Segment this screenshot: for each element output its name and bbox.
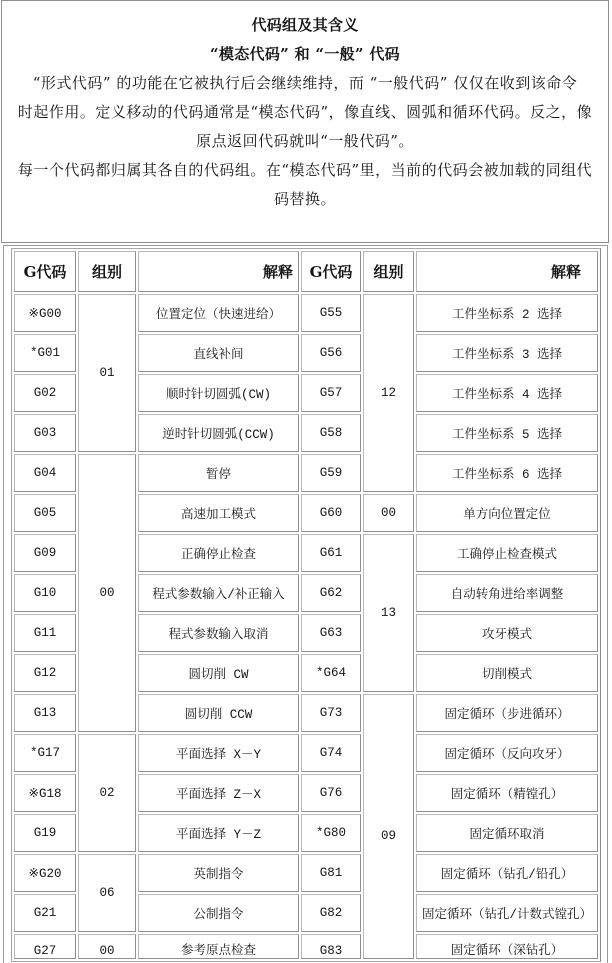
left-group-cell: 00 bbox=[78, 454, 136, 732]
right-group-cell: 00 bbox=[363, 494, 414, 532]
paragraph-line: 码替换。 bbox=[273, 190, 336, 208]
table-body bbox=[14, 294, 598, 959]
description-cell: 固定循环（反向攻牙） bbox=[416, 734, 598, 772]
description-cell: 高速加工模式 bbox=[138, 494, 299, 532]
g-code-cell: G76 bbox=[301, 774, 361, 812]
description-cell: 固定循环取消 bbox=[416, 814, 598, 852]
g-code-cell: *G80 bbox=[301, 814, 361, 852]
description-cell: 平面选择 Z－X bbox=[138, 774, 299, 812]
code-row bbox=[14, 854, 598, 892]
g-code-cell: G04 bbox=[14, 454, 76, 492]
description-cell: 程式参数输入取消 bbox=[138, 614, 299, 652]
description-cell: 工件坐标系 3 选择 bbox=[416, 334, 598, 372]
header-g-code: G代码 bbox=[14, 251, 76, 292]
description-cell: 公制指令 bbox=[138, 894, 299, 932]
description-cell: 圆切削 CCW bbox=[138, 694, 299, 732]
description-cell: 程式参数输入/补正输入 bbox=[138, 574, 299, 612]
paragraph-line: 原点返回代码就叫“一般代码”。 bbox=[196, 132, 414, 150]
description-cell: 固定循环（精镗孔） bbox=[416, 774, 598, 812]
description-cell: 工件坐标系 6 选择 bbox=[416, 454, 598, 492]
header-row bbox=[14, 251, 598, 292]
g-code-cell: G05 bbox=[14, 494, 76, 532]
g-code-cell: G74 bbox=[301, 734, 361, 772]
g-code-cell: G82 bbox=[301, 894, 361, 932]
description-cell: 固定循环（钻孔/铅孔） bbox=[416, 854, 598, 892]
g-code-cell: G11 bbox=[14, 614, 76, 652]
paragraph-line: 时起作用。定义移动的代码通常是“模态代码”，像直线、圆弧和循环代码。反之，像 bbox=[17, 103, 593, 121]
g-code-cell: G61 bbox=[301, 534, 361, 572]
description-cell: 单方向位置定位 bbox=[416, 494, 598, 532]
g-code-cell: G02 bbox=[14, 374, 76, 412]
header-g-code: G代码 bbox=[301, 251, 361, 292]
paragraph-line: 每一个代码都归属其各自的代码组。在“模态代码”里，当前的代码会被加载的同组代 bbox=[17, 161, 593, 179]
g-code-cell: G13 bbox=[14, 694, 76, 732]
g-code-cell: G12 bbox=[14, 654, 76, 692]
g-code-cell: ※G18 bbox=[14, 774, 76, 812]
g-code-cell: G58 bbox=[301, 414, 361, 452]
description-cell: 平面选择 Y－Z bbox=[138, 814, 299, 852]
g-code-cell: *G01 bbox=[14, 334, 76, 372]
description-cell: 平面选择 X－Y bbox=[138, 734, 299, 772]
right-group-cell: 13 bbox=[363, 534, 414, 692]
description-cell: 工件坐标系 5 选择 bbox=[416, 414, 598, 452]
header-group: 组别 bbox=[78, 251, 136, 292]
document-subtitle: “模态代码” 和 “一般” 代码 bbox=[210, 45, 400, 63]
description-cell: 顺时针切圆弧(CW) bbox=[138, 374, 299, 412]
document-title: 代码组及其含义 bbox=[251, 16, 359, 34]
description-cell: 工件坐标系 2 选择 bbox=[416, 294, 598, 332]
g-code-cell: *G17 bbox=[14, 734, 76, 772]
g-code-cell: G81 bbox=[301, 854, 361, 892]
description-cell: 固定循环（深钻孔） bbox=[416, 934, 598, 959]
paragraph-code-groups bbox=[2, 156, 608, 214]
g-code-cell: G73 bbox=[301, 694, 361, 732]
paragraph-modal-vs-general bbox=[2, 69, 608, 156]
g-code-cell: G55 bbox=[301, 294, 361, 332]
description-cell: 逆时针切圆弧(CCW) bbox=[138, 414, 299, 452]
g-code-cell: G27 bbox=[14, 934, 76, 959]
left-group-cell: 02 bbox=[78, 734, 136, 852]
right-group-cell: 12 bbox=[363, 294, 414, 492]
description-cell: 攻牙模式 bbox=[416, 614, 598, 652]
description-cell: 自动转角进给率调整 bbox=[416, 574, 598, 612]
g-code-cell: G03 bbox=[14, 414, 76, 452]
g-code-cell: G21 bbox=[14, 894, 76, 932]
description-cell: 工确停止检查模式 bbox=[416, 534, 598, 572]
g-code-table bbox=[11, 248, 601, 962]
code-row bbox=[14, 934, 598, 959]
description-cell: 工件坐标系 4 选择 bbox=[416, 374, 598, 412]
description-cell: 英制指令 bbox=[138, 854, 299, 892]
description-cell: 固定循环（步进循环） bbox=[416, 694, 598, 732]
description-cell: 暂停 bbox=[138, 454, 299, 492]
intro-box bbox=[1, 0, 609, 243]
g-code-cell: ※G00 bbox=[14, 294, 76, 332]
g-code-cell: *G64 bbox=[301, 654, 361, 692]
g-code-cell: G10 bbox=[14, 574, 76, 612]
table-frame bbox=[3, 245, 608, 963]
description-cell: 圆切削 CW bbox=[138, 654, 299, 692]
header-description: 解释 bbox=[138, 251, 299, 292]
g-code-cell: G59 bbox=[301, 454, 361, 492]
g-code-cell: G57 bbox=[301, 374, 361, 412]
g-code-cell: G19 bbox=[14, 814, 76, 852]
g-code-cell: G56 bbox=[301, 334, 361, 372]
description-cell: 直线补间 bbox=[138, 334, 299, 372]
g-code-cell: G60 bbox=[301, 494, 361, 532]
paragraph-line: “形式代码” 的功能在它被执行后会继续维持，而 “一般代码” 仅仅在收到该命令 bbox=[32, 74, 578, 92]
header-description: 解释 bbox=[416, 251, 598, 292]
left-group-cell: 06 bbox=[78, 854, 136, 932]
left-group-cell: 01 bbox=[78, 294, 136, 452]
description-cell: 正确停止检查 bbox=[138, 534, 299, 572]
description-cell: 参考原点检查 bbox=[138, 934, 299, 959]
g-code-cell: G83 bbox=[301, 934, 361, 959]
g-code-cell: G63 bbox=[301, 614, 361, 652]
g-code-cell: G09 bbox=[14, 534, 76, 572]
code-row bbox=[14, 734, 598, 772]
header-group: 组别 bbox=[363, 251, 414, 292]
right-group-cell: 09 bbox=[363, 694, 414, 959]
code-row bbox=[14, 454, 598, 492]
description-cell: 位置定位（快速进给） bbox=[138, 294, 299, 332]
g-code-cell: G62 bbox=[301, 574, 361, 612]
description-cell: 切削模式 bbox=[416, 654, 598, 692]
description-cell: 固定循环（钻孔/计数式镗孔） bbox=[416, 894, 598, 932]
left-group-cell: 00 bbox=[78, 934, 136, 959]
g-code-cell: ※G20 bbox=[14, 854, 76, 892]
code-row bbox=[14, 294, 598, 332]
